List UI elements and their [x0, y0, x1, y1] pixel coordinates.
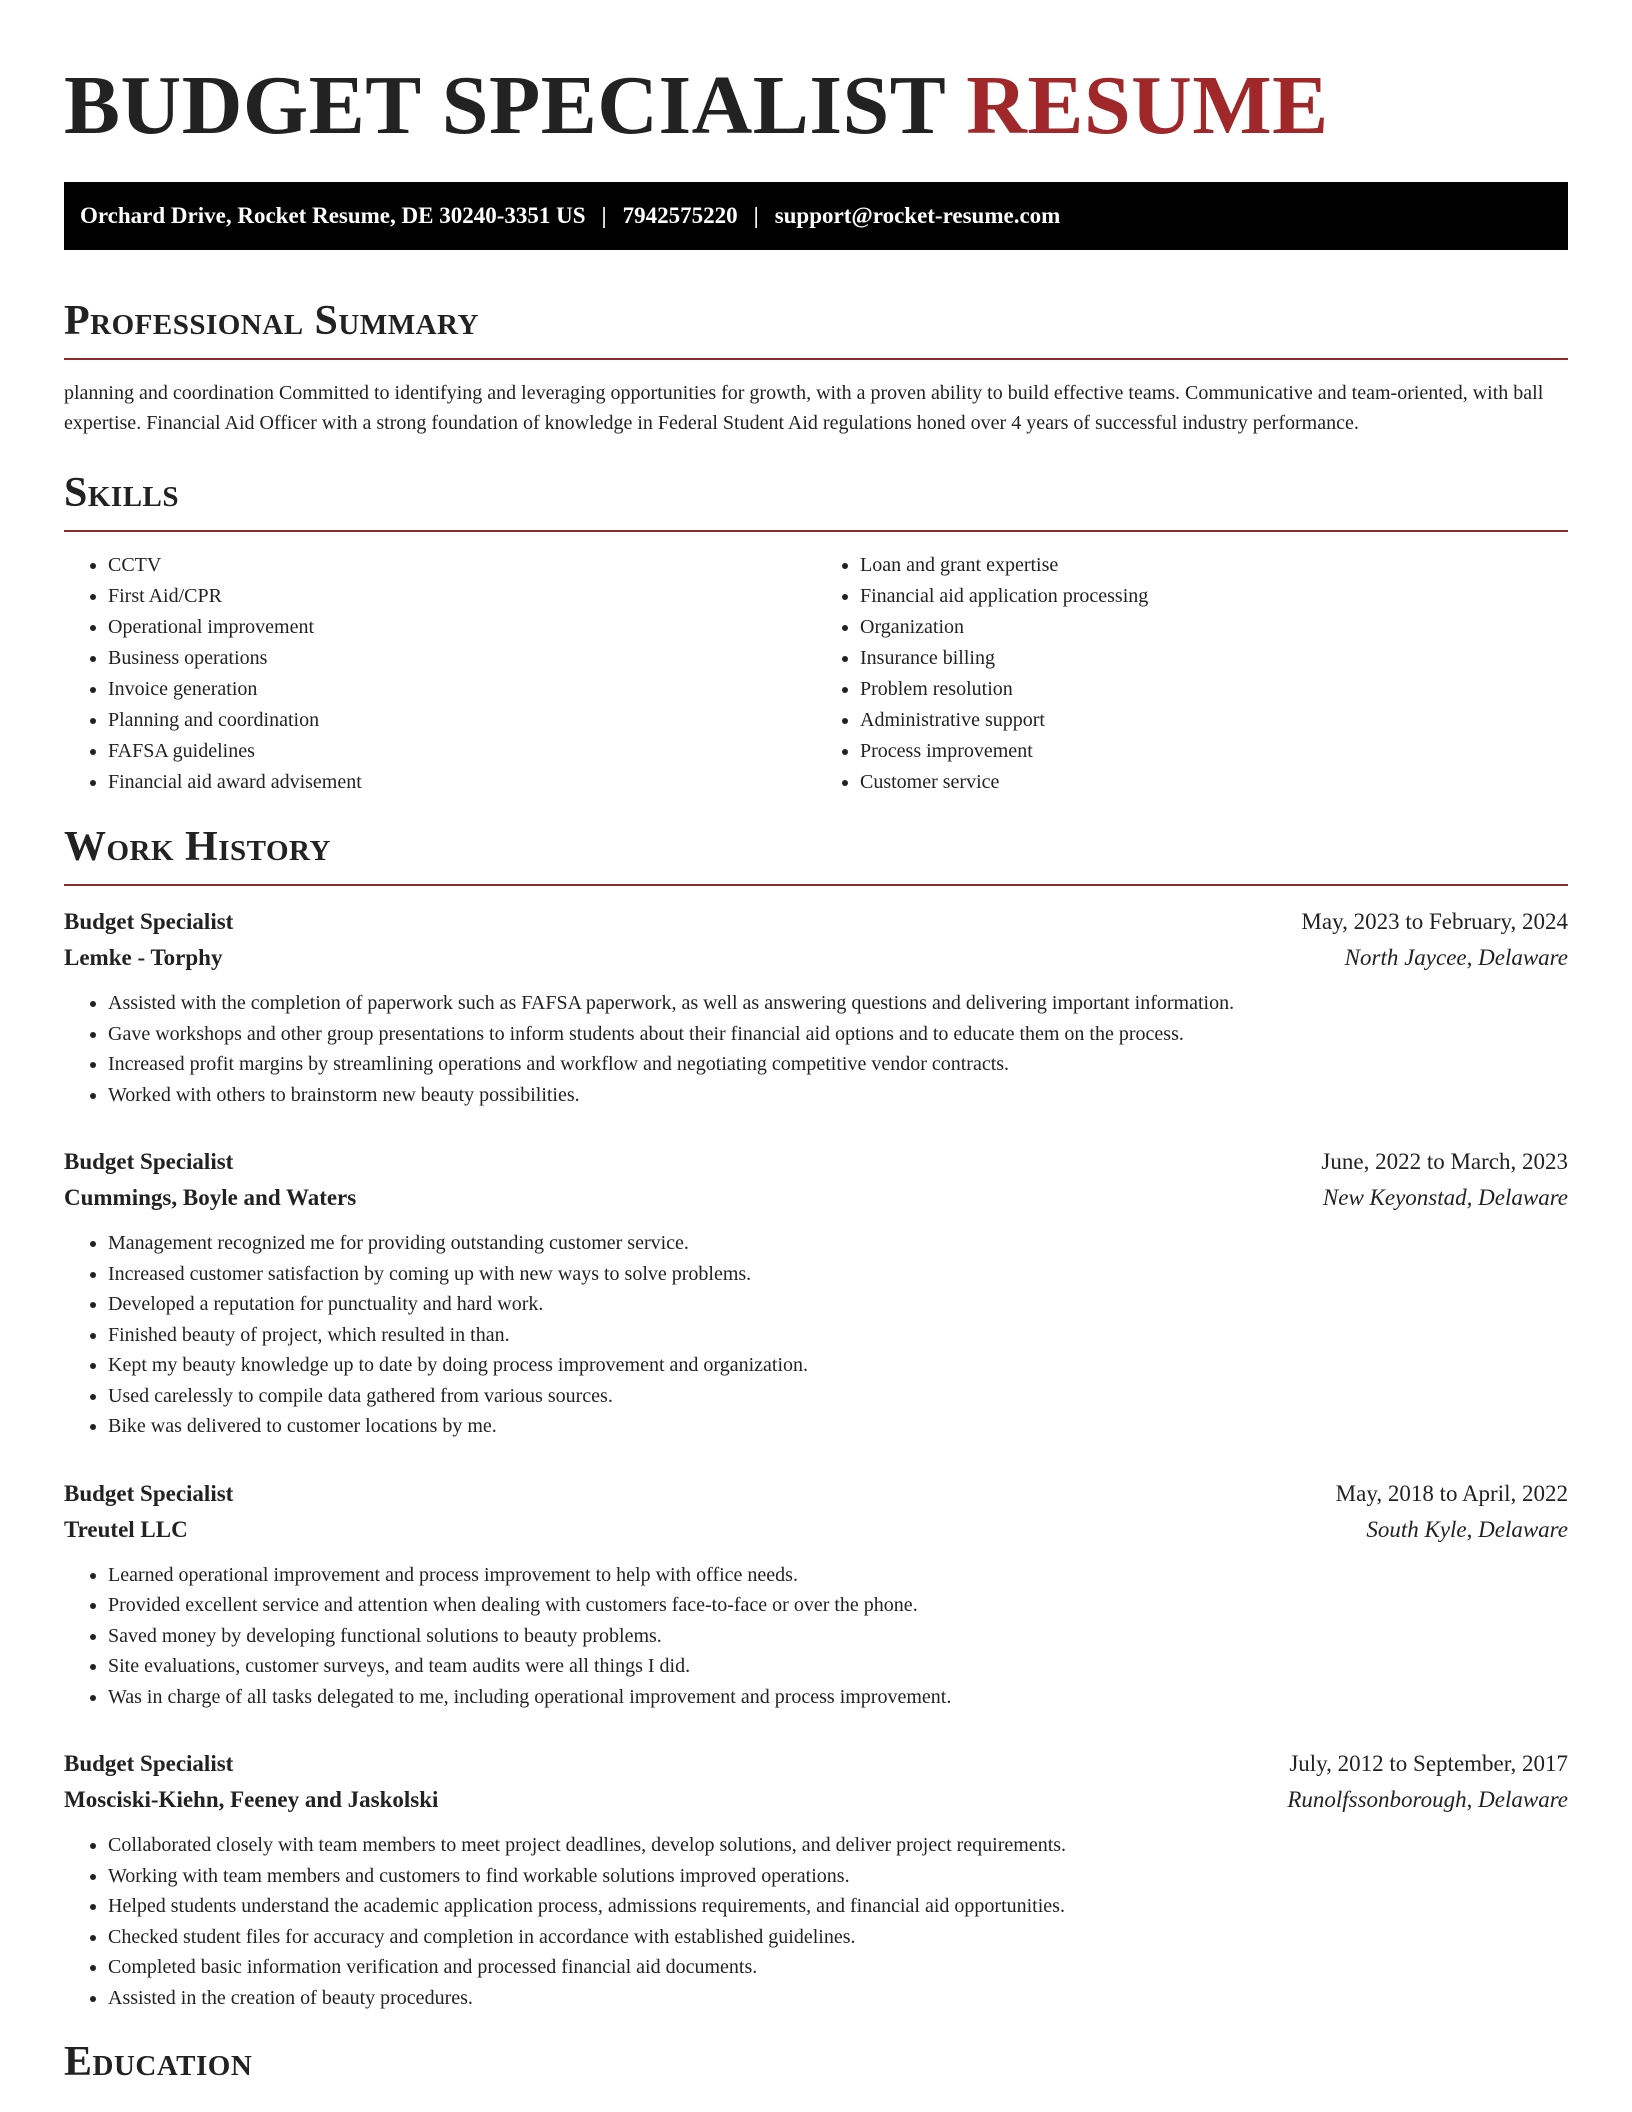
job-header-row — [64, 1476, 1568, 1512]
job-bullet: • Bike was delivered to customer locations by me. — [108, 1411, 1568, 1442]
skill-item: • Organization — [860, 612, 1568, 643]
job-bullet: • Finished beauty of project, which resulted in than. — [108, 1320, 1568, 1351]
job-bullet: • Assisted with the completion of paperwork such as FAFSA paperwork, as well as answering questions and delivering important information. — [108, 988, 1568, 1019]
education-heading: Education — [64, 2039, 253, 2085]
job-header-row — [64, 904, 1568, 940]
job-dates: July, 2012 to September, 2017 — [1289, 1751, 1568, 1776]
skill-item: • FAFSA guidelines — [108, 736, 816, 767]
skill-item: • Loan and grant expertise — [860, 550, 1568, 581]
resume-title — [64, 58, 1568, 152]
skill-item: • Customer service — [860, 767, 1568, 798]
summary-section — [64, 300, 1568, 438]
summary-text: planning and coordination Committed to identifying and leveraging opportunities for growth, with a proven ability to build effective teams. Communicative and team-oriented, with ball expertise. Financial Aid Officer with a strong foundation of knowledge in Federal Student Aid regulations honed over 4 years of successful industry performance. — [64, 382, 1544, 434]
job-bullet: • Was in charge of all tasks delegated to me, including operational improvement and process improvement. — [108, 1682, 1568, 1713]
job-location: South Kyle, Delaware — [1366, 1516, 1568, 1542]
job-company-row — [64, 940, 1568, 976]
contact-address: Orchard Drive, Rocket Resume, DE 30240-3351 US — [80, 203, 586, 228]
work-history-section — [64, 826, 1568, 2013]
job-bullet-list — [64, 988, 1568, 1110]
skill-item: • Insurance billing — [860, 643, 1568, 674]
skill-item: • Administrative support — [860, 705, 1568, 736]
job-dates: June, 2022 to March, 2023 — [1321, 1149, 1568, 1174]
skills-heading: Skills — [64, 470, 180, 516]
job-bullet: • Increased profit margins by streamlining operations and workflow and negotiating competitive vendor contracts. — [108, 1049, 1568, 1080]
job-title: Budget Specialist — [64, 1149, 234, 1174]
job-bullet: • Provided excellent service and attention when dealing with customers face-to-face or over the phone. — [108, 1590, 1568, 1621]
contact-phone: 7942575220 — [622, 203, 738, 228]
job-entry — [64, 904, 1568, 1110]
work-history-heading: Work History — [64, 824, 331, 870]
job-company-row — [64, 1782, 1568, 1818]
job-bullet: • Learned operational improvement and process improvement to help with office needs. — [108, 1560, 1568, 1591]
job-company: Cummings, Boyle and Waters — [64, 1185, 357, 1210]
resume-title-accent: RESUME — [966, 59, 1329, 152]
job-bullet: • Worked with others to brainstorm new beauty possibilities. — [108, 1080, 1568, 1111]
job-bullet: • Assisted in the creation of beauty procedures. — [108, 1983, 1568, 2014]
job-dates: May, 2018 to April, 2022 — [1335, 1480, 1568, 1506]
skill-item: • Invoice generation — [108, 674, 816, 705]
job-company: Treutel LLC — [64, 1516, 188, 1542]
skills-list-left — [64, 550, 816, 798]
job-bullet-list — [64, 1560, 1568, 1713]
job-bullet: • Helped students understand the academic application process, admissions requirements, and financial aid opportunities. — [108, 1891, 1568, 1922]
job-bullet: • Working with team members and customers to find workable solutions improved operations. — [108, 1861, 1568, 1892]
job-entry — [64, 1746, 1568, 2013]
skill-item: • CCTV — [108, 550, 816, 581]
job-entry — [64, 1144, 1568, 1442]
job-title: Budget Specialist — [64, 1751, 234, 1776]
job-location: Runolfssonborough, Delaware — [1287, 1787, 1568, 1812]
job-company-row — [64, 1512, 1568, 1548]
job-company: Lemke - Torphy — [64, 945, 223, 970]
job-title: Budget Specialist — [64, 909, 234, 934]
skill-item: • First Aid/CPR — [108, 581, 816, 612]
work-history-list — [64, 904, 1568, 2013]
job-header-row — [64, 1144, 1568, 1180]
section-divider — [64, 530, 1568, 532]
skill-item: • Business operations — [108, 643, 816, 674]
job-bullet-list — [64, 1830, 1568, 2013]
skill-item: • Operational improvement — [108, 612, 816, 643]
contact-separator: | — [753, 203, 759, 228]
section-divider — [64, 358, 1568, 360]
job-bullet: • Collaborated closely with team members to meet project deadlines, develop solutions, and deliver project requirements. — [108, 1830, 1568, 1861]
job-bullet: • Developed a reputation for punctuality and hard work. — [108, 1289, 1568, 1320]
skill-item: • Financial aid award advisement — [108, 767, 816, 798]
skill-item: • Planning and coordination — [108, 705, 816, 736]
summary-heading: Professional Summary — [64, 298, 479, 344]
job-bullet: • Checked student files for accuracy and completion in accordance with established guidelines. — [108, 1922, 1568, 1953]
job-location: North Jaycee, Delaware — [1344, 945, 1568, 970]
skill-item: • Financial aid application processing — [860, 581, 1568, 612]
job-header-row — [64, 1746, 1568, 1782]
job-bullet: • Kept my beauty knowledge up to date by doing process improvement and organization. — [108, 1350, 1568, 1381]
job-bullet: • Saved money by developing functional solutions to beauty problems. — [108, 1621, 1568, 1652]
job-location: New Keyonstad, Delaware — [1322, 1185, 1568, 1210]
job-dates: May, 2023 to February, 2024 — [1301, 909, 1568, 934]
contact-bar — [64, 182, 1568, 250]
contact-separator: | — [601, 203, 607, 228]
skills-list-right — [816, 550, 1568, 798]
skill-item: • Problem resolution — [860, 674, 1568, 705]
job-bullet: • Increased customer satisfaction by coming up with new ways to solve problems. — [108, 1259, 1568, 1290]
resume-title-main: BUDGET SPECIALIST — [64, 59, 945, 152]
job-company: Mosciski-Kiehn, Feeney and Jaskolski — [64, 1787, 439, 1812]
job-title: Budget Specialist — [64, 1480, 234, 1506]
skills-section — [64, 472, 1568, 798]
skill-item: • Process improvement — [860, 736, 1568, 767]
job-bullet: • Used carelessly to compile data gathered from various sources. — [108, 1381, 1568, 1412]
contact-email: support@rocket-resume.com — [774, 203, 1061, 228]
job-bullet: • Site evaluations, customer surveys, and team audits were all things I did. — [108, 1651, 1568, 1682]
skills-grid — [64, 550, 1568, 798]
job-bullet: • Completed basic information verification and processed financial aid documents. — [108, 1952, 1568, 1983]
job-bullet-list — [64, 1228, 1568, 1442]
job-entry — [64, 1476, 1568, 1713]
job-company-row — [64, 1180, 1568, 1216]
job-bullet: • Gave workshops and other group presentations to inform students about their financial aid options and to educate them on the process. — [108, 1019, 1568, 1050]
education-section — [64, 2041, 1568, 2083]
job-bullet: • Management recognized me for providing outstanding customer service. — [108, 1228, 1568, 1259]
section-divider — [64, 884, 1568, 886]
